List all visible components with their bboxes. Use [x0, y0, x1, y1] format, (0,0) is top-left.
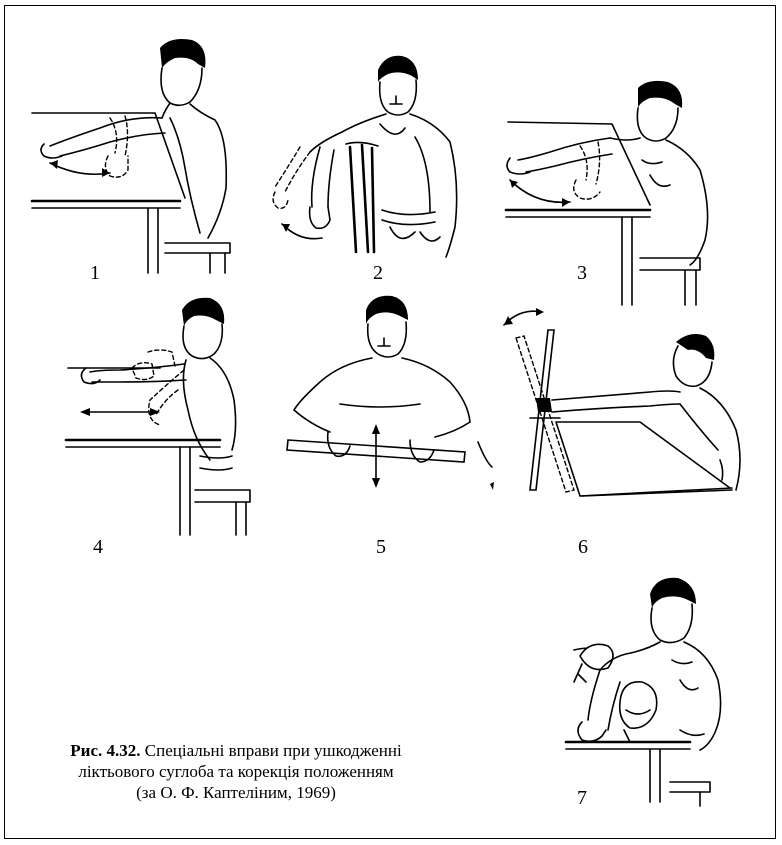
caption-figure-number: Рис. 4.32. [70, 741, 141, 760]
exercise-label-7: 7 [577, 787, 587, 809]
exercise-illustration-5 [280, 292, 500, 502]
caption-line-1 [36, 740, 436, 761]
exercise-label-6: 6 [578, 536, 588, 558]
exercise-label-4: 4 [93, 536, 103, 558]
caption-title: Спеціальні вправи при ушкодженні [140, 741, 402, 760]
exercise-illustration-3 [500, 80, 720, 305]
caption-line-2: ліктьового суглоба та корекція положенням [78, 762, 394, 781]
caption-source: (за О. Ф. Каптеліним, 1969) [136, 783, 336, 802]
exercise-illustration-4 [60, 290, 260, 540]
exercise-label-1: 1 [90, 262, 100, 284]
exercise-label-2: 2 [373, 262, 383, 284]
exercise-label-5: 5 [376, 536, 386, 558]
exercise-label-3: 3 [577, 262, 587, 284]
exercise-illustration-1 [30, 38, 240, 273]
exercise-illustration-2 [270, 52, 470, 262]
figure-caption [36, 740, 436, 803]
exercise-illustration-7 [560, 570, 760, 810]
exercise-illustration-6 [500, 300, 750, 520]
